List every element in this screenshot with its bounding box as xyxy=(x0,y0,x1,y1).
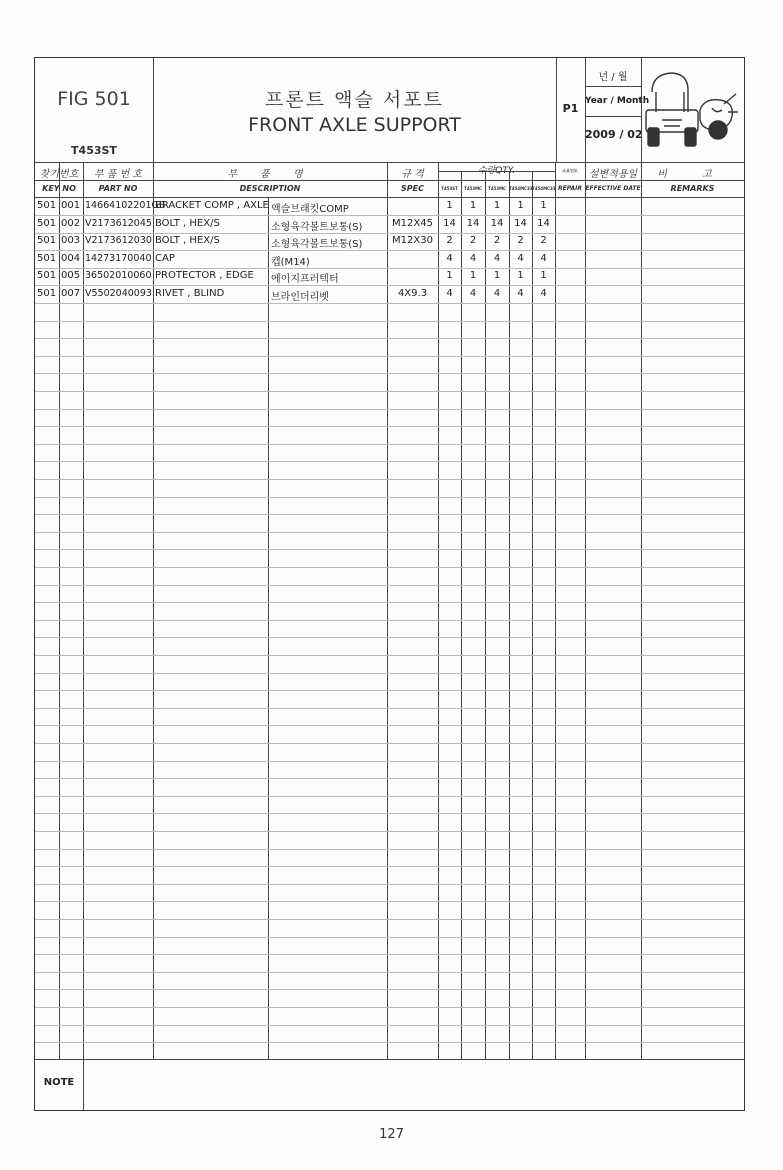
remarks-header-ko: 비 고 xyxy=(657,169,728,180)
qty-cell: 14 xyxy=(490,217,504,229)
row-rule-line xyxy=(35,954,744,955)
description-ko-cell: 캡(M14) xyxy=(271,256,310,268)
note-vline xyxy=(83,1059,84,1110)
repair-header-en: REPAIR xyxy=(557,185,583,192)
note-divider xyxy=(35,1059,744,1060)
description-ko-cell: 브라인더리벳 xyxy=(271,292,329,303)
qty-model-header: T454MC33 xyxy=(532,186,556,191)
column-header-mid-line xyxy=(35,180,744,181)
header-vline-1 xyxy=(153,58,154,162)
row-rule-line xyxy=(35,743,744,744)
row-rule-line xyxy=(35,673,744,674)
key-no-cell: 004 xyxy=(61,252,81,264)
row-rule-line xyxy=(35,1007,744,1008)
qty-cell: 2 xyxy=(540,235,547,247)
key-no-cell: 005 xyxy=(61,270,81,282)
col-line-qty-4 xyxy=(509,171,510,1059)
row-rule-line xyxy=(35,497,744,498)
part-no-cell: 36502010060 xyxy=(85,270,152,282)
qty-cell: 2 xyxy=(446,235,453,247)
col-line-repair xyxy=(555,162,556,1059)
qty-cell: 1 xyxy=(469,270,477,282)
qty-cell: 1 xyxy=(517,270,524,282)
column-header-bottom-line xyxy=(35,197,744,198)
part-no-header-ko: 부 품 번 호 xyxy=(93,169,143,180)
qty-cell: 14 xyxy=(537,217,550,229)
header-vline-2 xyxy=(556,58,557,162)
row-rule-line xyxy=(35,1025,744,1026)
row-rule-line xyxy=(35,884,744,885)
qty-cell: 2 xyxy=(493,235,501,247)
title-english: FRONT AXLE SUPPORT xyxy=(248,114,461,136)
qty-cell: 4 xyxy=(540,252,547,264)
row-rule-line xyxy=(35,285,744,286)
row-rule-line xyxy=(35,937,744,938)
repair-header-ko: 소요인도 xyxy=(562,168,578,173)
year-month-label-english: Year / Month xyxy=(585,96,650,106)
qty-model-header: T453MC xyxy=(464,186,482,191)
spec-header-en: SPEC xyxy=(401,184,424,193)
description-ko-cell: 소형육각볼트보통(S) xyxy=(271,221,363,233)
row-rule-line xyxy=(35,250,744,251)
header-divider xyxy=(35,162,744,163)
qty-cell: 4 xyxy=(493,252,501,264)
row-rule-line xyxy=(35,708,744,709)
row-rule-line xyxy=(35,761,744,762)
note-label: NOTE xyxy=(43,1077,75,1088)
year-month-label-korean: 년 / 월 xyxy=(598,72,628,83)
spec-cell: M12X45 xyxy=(392,217,433,229)
qty-cell: 1 xyxy=(493,200,501,211)
row-rule-line xyxy=(35,391,744,392)
key-no-cell: 002 xyxy=(61,217,81,229)
qty-header: 수량QTY. xyxy=(477,166,516,176)
row-rule-line xyxy=(35,461,744,462)
qty-model-header: T453MC xyxy=(488,186,506,191)
qty-cell: 4 xyxy=(517,252,524,264)
fig-no-cell: 501 xyxy=(37,200,57,211)
description-ko-cell: 소형육각볼트보통(S) xyxy=(271,239,363,251)
key-no-cell: 007 xyxy=(61,288,81,299)
col-line-effective xyxy=(585,162,586,1059)
description-en-cell: PROTECTOR , EDGE xyxy=(155,270,254,282)
spec-header-ko: 규 격 xyxy=(401,169,424,180)
qty-cell: 1 xyxy=(540,200,547,211)
qty-cell: 1 xyxy=(446,200,453,211)
qty-cell: 1 xyxy=(469,200,477,211)
col-line-key xyxy=(59,162,60,1059)
header-vline-3 xyxy=(585,58,586,162)
qty-model-header: T454MC33 xyxy=(509,186,533,191)
row-rule-line xyxy=(35,585,744,586)
description-en-cell: CAP xyxy=(155,252,175,264)
row-rule-line xyxy=(35,813,744,814)
qty-cell: 1 xyxy=(540,270,547,282)
description-en-cell: BRACKET COMP , AXLE xyxy=(155,200,269,211)
row-rule-line xyxy=(35,849,744,850)
row-rule-line xyxy=(35,620,744,621)
row-rule-line xyxy=(35,690,744,691)
page-number: 127 xyxy=(379,1127,404,1142)
col-line-part xyxy=(83,162,84,1059)
spec-cell: M12X30 xyxy=(392,235,433,247)
model-number: T453ST xyxy=(71,144,117,157)
qty-cell: 4 xyxy=(469,252,477,264)
row-rule-line xyxy=(35,655,744,656)
qty-cell: 1 xyxy=(446,270,453,282)
key-no-cell: 001 xyxy=(61,200,81,211)
part-no-cell: V2173612030 xyxy=(85,235,152,247)
row-rule-line xyxy=(35,409,744,410)
header-vline-4 xyxy=(641,58,642,162)
effective-date-header-ko: 설변적용일 xyxy=(588,169,638,180)
row-rule-line xyxy=(35,268,744,269)
row-rule-line xyxy=(35,725,744,726)
row-rule-line xyxy=(35,901,744,902)
tractor-illustration-icon xyxy=(642,64,742,158)
part-no-cell: 14664102201GB xyxy=(85,200,166,211)
description-ko-cell: 액슬브래킷COMP xyxy=(271,204,349,215)
qty-cell: 4 xyxy=(540,288,547,299)
fig-no-cell: 501 xyxy=(37,288,57,299)
col-line-desc-en xyxy=(153,162,154,1059)
row-rule-line xyxy=(35,373,744,374)
page-code: P1 xyxy=(562,102,579,115)
parts-sheet xyxy=(34,57,745,1111)
row-rule-line xyxy=(35,479,744,480)
row-rule-line xyxy=(35,444,744,445)
row-rule-line xyxy=(35,549,744,550)
row-rule-line xyxy=(35,303,744,304)
row-rule-line xyxy=(35,567,744,568)
row-rule-line xyxy=(35,796,744,797)
qty-cell: 14 xyxy=(466,217,480,229)
col-line-qty-3 xyxy=(485,171,486,1059)
qty-model-header: T453ST xyxy=(441,186,458,191)
remarks-header-en: REMARKS xyxy=(670,184,715,193)
row-rule-line xyxy=(35,602,744,603)
key-no-cell: 003 xyxy=(61,235,81,247)
title-korean: 프론트 액슬 서포트 xyxy=(265,89,444,111)
qty-cell: 2 xyxy=(517,235,524,247)
effective-date-header-en: EFFECTIVE DATE xyxy=(585,185,641,192)
row-rule-line xyxy=(35,919,744,920)
ym-divider-2 xyxy=(585,116,641,117)
qty-cell: 4 xyxy=(446,252,453,264)
row-rule-line xyxy=(35,514,744,515)
description-en-cell: RIVET , BLIND xyxy=(155,288,225,299)
row-rule-line xyxy=(35,321,744,322)
qty-cell: 14 xyxy=(514,217,527,229)
row-rule-line xyxy=(35,866,744,867)
part-no-cell: 14273170040 xyxy=(85,252,152,264)
qty-cell: 4 xyxy=(517,288,524,299)
qty-cell: 1 xyxy=(493,270,501,282)
fig-no-cell: 501 xyxy=(37,235,57,247)
col-line-remarks xyxy=(641,162,642,1059)
qty-cell: 2 xyxy=(469,235,477,247)
fig-no-cell: 501 xyxy=(37,217,57,229)
ym-divider-1 xyxy=(585,86,641,87)
row-rule-line xyxy=(35,356,744,357)
row-rule-line xyxy=(35,426,744,427)
qty-cell: 4 xyxy=(493,288,501,299)
row-rule-line xyxy=(35,989,744,990)
row-rule-line xyxy=(35,215,744,216)
key-no-header-en: KEY NO xyxy=(42,184,76,193)
part-no-cell: V2173612045 xyxy=(85,217,152,229)
qty-cell: 4 xyxy=(469,288,477,299)
row-rule-line xyxy=(35,972,744,973)
part-no-header-en: PART NO xyxy=(98,184,138,193)
col-line-qty-2 xyxy=(461,171,462,1059)
row-rule-line xyxy=(35,532,744,533)
row-rule-line xyxy=(35,637,744,638)
spec-cell: 4X9.3 xyxy=(397,288,428,299)
figure-number: FIG 501 xyxy=(57,88,131,110)
fig-no-cell: 501 xyxy=(37,270,57,282)
key-no-header-ko: 찾기번호 xyxy=(39,169,79,180)
row-rule-line xyxy=(35,233,744,234)
description-header-ko: 부 품 명 xyxy=(227,169,313,180)
description-en-cell: BOLT , HEX/S xyxy=(155,235,220,247)
col-line-desc-ko xyxy=(268,197,269,1059)
row-rule-line xyxy=(35,778,744,779)
qty-cell: 14 xyxy=(443,217,456,229)
row-rule-line xyxy=(35,338,744,339)
qty-cell: 1 xyxy=(517,200,524,211)
qty-cell: 4 xyxy=(446,288,453,299)
fig-no-cell: 501 xyxy=(37,252,57,264)
row-rule-line xyxy=(35,831,744,832)
description-ko-cell: 에이지프러텍터 xyxy=(271,274,339,286)
description-header-en: DESCRIPTION xyxy=(239,184,301,193)
year-month-value: 2009 / 02 xyxy=(585,128,643,141)
row-rule-line xyxy=(35,1042,744,1043)
part-no-cell: V5502040093 xyxy=(85,288,152,299)
col-line-qty-5 xyxy=(532,171,533,1059)
description-en-cell: BOLT , HEX/S xyxy=(155,217,220,229)
